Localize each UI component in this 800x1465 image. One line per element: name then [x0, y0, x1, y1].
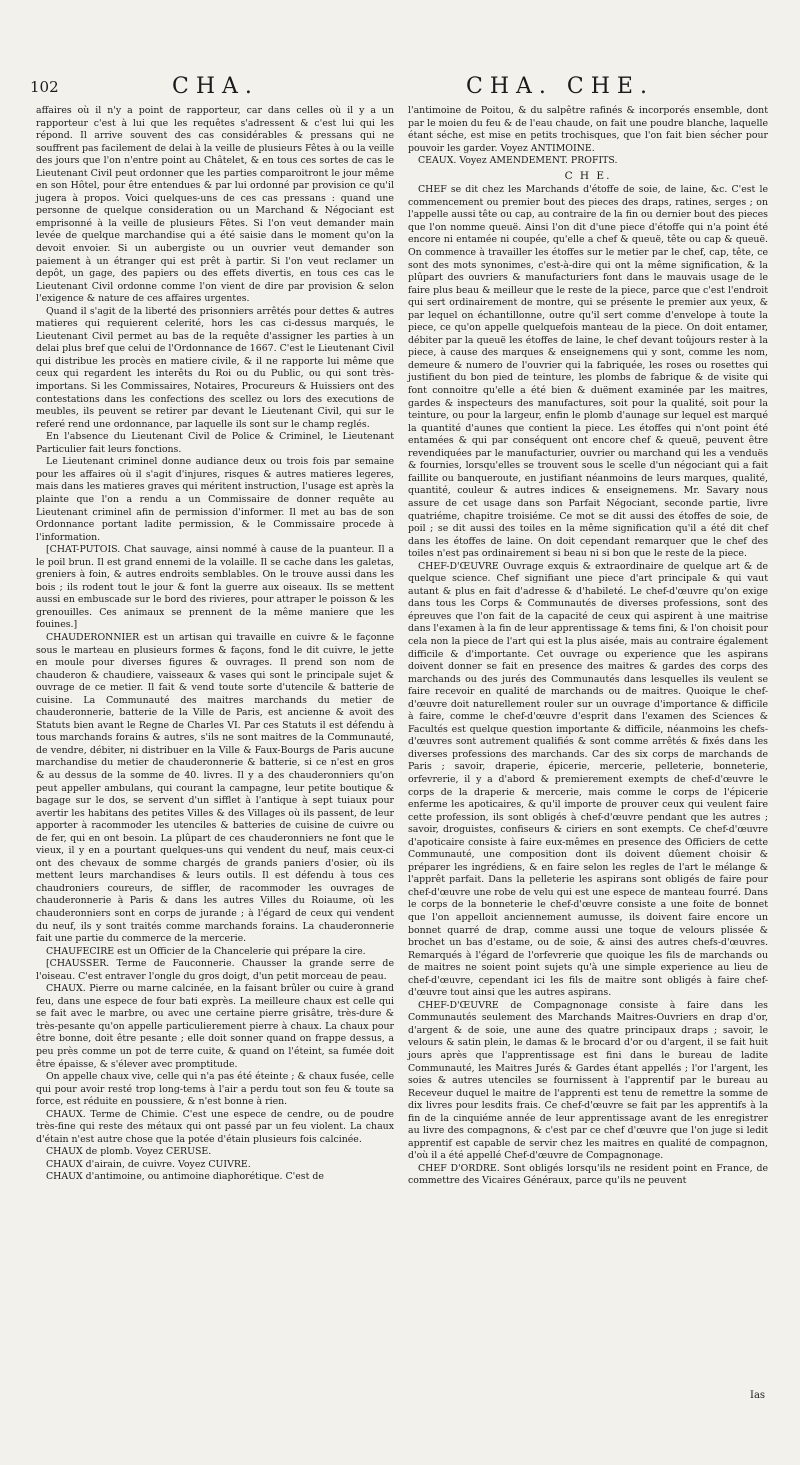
entry-chauderonnier: CHAUDERONNIER est un artisan qui travaille en cuivre & le façonne sous le marteau en plusieurs formes & façons, fond le dit cuivre, le jette en moule pour diverses figures & ouvrages. Il prend son nom de chauderon & chaudiere, vaisseaux & vases qui sont le principale sujet & ouvrage de ce metier. Il fait & vend toute sorte d'utencile & batterie de cuisine. La Communauté des maitres marchands du metier de chauderonnerie, batterie de la Ville de Paris, est ancienne & avoit des Statuts bien avant le Regne de Charles VI. Par ces Statuts il est défendu à tous marchands forains & autres, s'ils ne sont maitres de la Communauté, de vendre, débiter, ni distribuer en la Ville & Faux-Bourgs de Paris aucune marchandise du metier de chauderonnerie & batterie, si ce n'est en gros & au dessus de la somme de 40. livres. Il y a des chauderonniers qu'on peut appeller ambulans, qui courant la campagne, leur petite boutique & bagage sur le dos, se servent d'un sifflet à l'antique à sept tuiaux pour avertir les habitans des petites Villes & des Villages où ils passent, de leur apporter à racommoder les utenciles & batteries de cuisine de cuivre ou de fer, qui en ont besoin. La plûpart de ces chauderonniers ne font que le vieux, il y en a pourtant quelques-uns qui vendent du neuf, mais ceux-ci ont des chevaux de somme chargés de grands paniers d'osier, où ils mettent leurs marchandises & leurs outils. Il est défendu à tous ces chaudroniers coureurs, de siffler, de racommoder les ouvrages de chauderonnerie à Paris & dans les autres Villes du Roiaume, où les chauderonniers sont en corps de jurande ; à l'égard de ceux qui vendent du neuf, ils y sont traités comme marchands forains. La chauderonnerie fait une partie du commerce de la mercerie.: [36, 631, 394, 945]
entry-chef: CHEF se dit chez les Marchands d'étoffe de soie, de laine, &c. C'est le commencement ou premier bout des pieces des draps, ratines, serges ; on l'appelle aussi tête ou cap, au contraire de la fin ou dernier bout des pieces que l'on nomme queuë. Ainsi l'on dit d'une piece d'étoffe qui n'a point été encore ni entamée ni coupée, qu'elle a chef & queuë, tête ou cap & queuë. On commence à travailler les étoffes sur le metier par le chef, cap, tête, ce sont des mots synonimes, c'est-à-dire qui ont la même signification, & la plûpart des ouvriers & manufacturiers font dans le mauvais usage de le faire plus beau & meilleur que le reste de la piece, parce que c'est l'endroit qui sert ordinairement de montre, qui se présente le premier aux yeux, & par lequel on échantillonne, outre qu'il sert comme d'envelope à toute la piece, ce qu'on appelle quelquefois manteau de la piece. On doit entamer, débiter par la queuë les étoffes de laine, le chef devant toûjours rester à la piece, à cause des marques & enseignemens qui y sont, comme les nom, demeure & numero de l'ouvrier qui la fabriquée, les roses ou rosettes qui justifient du bon pied de teinture, les plombs de fabrique & de visite qui font connoitre qu'elle a été bien & duëment examinée par les maitres, gardes & inspecteurs des manufactures, soit pour la qualité, soit pour la teinture, ou pour la largeur, enfin le plomb d'aunage sur lequel est marqué la quantité d'aunes que contient la piece. Les étoffes qui n'ont point été entamées & qui par conséquent ont encore chef & queuë, peuvent être revendiquées par le manufacturier, ouvrier ou marchand qui les a venduës & fournies, lorsqu'elles se trouvent sous le scelle d'un négociant qui a fait faillite ou banqueroute, en justifiant néanmoins de leurs marques, qualité, quantité, couleur & autres indices & enseignemens. Mr. Savary nous assure de cet usage dans son Parfait Négociant, seconde partie, livre quatriéme, chapitre troisiéme. Ce mot se dit aussi des étoffes de soie, de poil ; se dit aussi des toiles en la même signification qu'il a été dit chef dans les étoffes de laine. On doit cependant remarquer que le chef des toiles n'est pas ordinairement si beau ni si bon que le reste de la piece.: [408, 184, 768, 560]
entry-ceaux: CEAUX. Voyez AMENDEMENT. PROFITS.: [418, 155, 618, 167]
entry-chaux-chimie: CHAUX. Terme de Chimie. C'est une espece de cendre, ou de poudre très-fine qui reste des métaux qui ont passé par un feu violent. La chaux d'étain n'est autre chose que la potée d'étain plusieurs fois calcinée.: [36, 1108, 394, 1145]
entry-chat-putois: [CHAT-PUTOIS. Chat sauvage, ainsi nommé à cause de la puanteur. Il a le poil brun. Il est grand ennemi de la volaille. Il se cache dans les galetas, greniers à foin, & autres endroits semblables. On le trouve aussi dans les bois ; ils rodent tout le jour & font la guerre aux oiseaux. Ils se mettent aussi en embuscade sur le bord des rivieres, pour attraper le poisson & les grenouilles. Ces animaux se prennent de la même maniere que les fouines.]: [36, 544, 394, 631]
entry-chaux-antimoine: CHAUX d'antimoine, ou antimoine diaphorétique. C'est de: [46, 1171, 324, 1183]
page-header: [0, 72, 800, 102]
right-column: [408, 105, 768, 1188]
left-column: [36, 105, 394, 1184]
left-running-title: CHA.: [172, 74, 259, 99]
entry-chaux-plomb: CHAUX de plomb. Voyez CERUSE.: [46, 1146, 212, 1158]
paragraph: Quand il s'agit de la liberté des prisonniers arrêtés pour dettes & autres matieres qui requierent celerité, hors les cas ci-dessus marqués, le Lieutenant Civil permet au bas de la requête d'assigner les parties à un delai plus bref que celui de l'Ordonnance de 1667. C'est le Lieutenant Civil qui distribue les procès en matiere civile, & il ne rapporte lui même que ceux qui regardent les interêts du Roi ou du Public, ou qui sont très-importans. Si les Commissaires, Notaires, Procureurs & Huissiers ont des contestations dans les confections des scellez ou lors des executions de meubles, ils peuvent se retirer par devant le Lieutenant Civil, qui sur le referé rend une ordonnance, par laquelle ils sont sur le champ reglés.: [36, 305, 394, 430]
entry-chef-doeuvre: CHEF-D'ŒUVRE Ouvrage exquis & extraordinaire de quelque art & de quelque science. Chef signifiant une piece d'art principale & qui vaut autant & plus en fait d'adresse & d'habileté. Le chef-d'œuvre qu'on exige dans tous les Corps & Communautés de diverses professions, sont des épreuves que l'on fait de la capacité de ceux qui aspirent à une maitrise dans l'examen à la fin de leur apprentissage & tems fini, & l'on choisit pour cela non la piece de l'art qui est la plus aisée, mais au contraire également difficile & d'importante. Cet ouvrage ou experience que les aspirans doivent donner se fait en presence des maitres & gardes des corps des marchands ou des jurés des Communautés dans lesquelles ils veulent se faire recevoir en qualité de marchands ou de maitres. Quoique le chef-d'œuvre doit naturellement rouler sur un ouvrage d'importance & difficile à faire, comme le chef-d'œuvre d'esprit dans l'examen des Sciences & Facultés est quelque question importante & difficile, néanmoins les chefs-d'œuvres sont autrement qualifiés & sont comme arrêtés & fixés dans les diverses professions des marchands. Car des six corps de marchands de Paris ; savoir, draperie, épicerie, mercerie, pelleterie, bonneterie, orfevrerie, il y a d'abord & premierement exempts de chef-d'œuvre le corps de la draperie & mercerie, mais comme le corps de l'épicerie enferme les apoticaires, & qu'il importe de prouver ceux qui veulent faire cette profession, ils sont obligés à chef-d'œuvre pendant que les autres ; savoir, droguistes, confiseurs & ciriers en sont exempts. Ce chef-d'œuvre d'apoticaire consiste à faire eux-mêmes en presence des Officiers de cette Communauté, une composition dont ils doivent dûement choisir & préparer les ingrédiens, & en faire selon les regles de l'art le mélange & l'apprêt parfait. Dans la pelleterie les aspirans sont obligés de faire pour chef-d'œuvre une robe de velu qui est une espece de manteau fourré. Dans le corps de la bonneterie le chef-d'œuvre consiste a une foite de bonnet que l'on appelloit anciennement aumusse, ils doivent faire encore un bonnet quarré de drap, comme aussi une toque de velours plissée & brochet un bas d'estame, ou de soie, & ainsi des autres chefs-d'œuvres. Remarqués à l'égard de l'orfevrerie que quoique les fils de marchands ou de maitres ne soient point sujets qu'à une simple experience au lieu de chef-d'œuvre, cependant ici les fils de maitre sont obligés à faire chef-d'œuvre tout ainsi que les autres aspirans.: [408, 560, 768, 999]
entry-chef-doeuvre-compagnonage: CHEF-D'ŒUVRE de Compagnonage consiste à faire dans les Communautés seulement des Marchands Maitres-Ouvriers en drap d'or, d'argent & de soie, une aune des quatre principaux draps ; savoir, le velours & satin plein, le damas & le brocard d'or ou d'argent, il se fait huit jours après que l'apprentissage est fini dans le bureau de ladite Communauté, les Maitres Jurés & Gardes étant appellés ; l'or l'argent, les soies & autres utenciles se fournissent à l'apprentif par le bureau au Receveur duquel le maitre de l'apprenti est tenu de remettre la somme de dix livres pour lesdits frais. Ce chef-d'œuvre se fait par les apprentifs à la fin de la cinquiéme année de leur apprentissage avant de les enregistrer au livre des compagnons, & c'est par ce chef d'œuvre que l'on juge si ledit apprentif est capable de servir chez les maitres en qualité de compagnon, d'où il a été appellé Chef-d'œuvre de Compagnonage.: [408, 999, 768, 1162]
right-running-title: CHA. CHE.: [466, 74, 654, 99]
entry-chef-dordre: CHEF D'ORDRE. Sont obligés lorsqu'ils ne resident point en France, de commettre des Vicaires Généraux, parce qu'ils ne peuvent: [408, 1162, 768, 1187]
paragraph: affaires où il n'y a point de rapporteur, car dans celles où il y a un rapporteur c'est à lui que les requêtes s'adressent & c'est lui qui les répond. Il arrive souvent des cas considérables & pressans qui ne souffrent pas facilement de delai à la veille de plusieurs Fêtes à ou la veille des jours que l'on n'entre point au Châtelet, & en tous ces sortes de cas le Lieutenant Civil peut ordonner que les parties comparoitront le jour même en son Hôtel, pour être entendues & par lui ordonné par provision ce qu'il jugera à propos. Voici quelques-uns de ces cas pressans : quand une personne de quelque consideration ou un Marchand & Négociant est emprisonné à la veille de plusieurs Fêtes. Si l'on veut demander main levée de quelque marchandise qui a été saisie dans le moment qu'on la devoit envoier. Si un aubergiste ou un ouvrier veut demander son paiement à un étranger qui est prêt à partir. Si l'on veut reclamer un depôt, un gage, des papiers ou des effets divertis, en tous ces cas le Lieutenant Civil ordonne comme l'on vient de dire par provision & selon l'exigence & nature de ces affaires urgentes.: [36, 105, 394, 305]
paragraph: Le Lieutenant criminel donne audiance deux ou trois fois par semaine pour les affaires où il s'agit d'injures, risques & autres matieres legeres, mais dans les matieres graves qui méritent instruction, l'usage est après la plainte que l'on a rendu a un Commissaire de donner requête au Lieutenant criminel afin de permission d'informer. Il met au bas de son Ordonnance portant ladite permission, & le Commissaire procede à l'information.: [36, 456, 394, 543]
entry-chaux-airain: CHAUX d'airain, de cuivre. Voyez CUIVRE.: [46, 1158, 251, 1170]
page-number: 102: [30, 78, 59, 96]
paragraph: l'antimoine de Poitou, & du salpêtre rafinés & incorporés ensemble, dont par le moien du feu & de l'eau chaude, on fait une poudre blanche, laquelle étant séche, est mise en petits trochisques, que l'on fait bien sécher pour pouvoir les garder. Voyez ANTIMOINE.: [408, 105, 768, 154]
entry-chaufecire: CHAUFECIRE est un Officier de la Chancelerie qui prépare la cire.: [46, 945, 366, 957]
entry-chausser: [CHAUSSER. Terme de Fauconnerie. Chausser la grande serre de l'oiseau. C'est entraver l'ongle du gros doigt, d'un petit morceau de peau.: [36, 958, 394, 982]
catchword: Ias: [750, 1390, 766, 1401]
paragraph: En l'absence du Lieutenant Civil de Police & Criminel, le Lieutenant Particulier fait leurs fonctions.: [36, 431, 394, 455]
section-heading: C H E.: [564, 169, 612, 182]
entry-chaux: CHAUX. Pierre ou marne calcinée, en la faisant brûler ou cuire à grand feu, dans une espece de four bati exprès. La meilleure chaux est celle qui se fait avec le marbre, ou avec une certaine pierre grisâtre, très-dure & très-pesante qu'on appelle particulierement pierre à chaux. La chaux pour être bonne, doit être pesante ; elle doit sonner quand on frappe dessus, a peu près comme un pot de terre cuite, & quand on l'éteint, sa fumée doit être épaisse, & s'élever avec promptitude.: [36, 983, 394, 1070]
paragraph: On appelle chaux vive, celle qui n'a pas été éteinte ; & chaux fusée, celle qui pour avoir resté trop long-tems à l'air a perdu tout son feu & toute sa force, est réduite en poussiere, & n'est bonne à rien.: [36, 1071, 394, 1108]
